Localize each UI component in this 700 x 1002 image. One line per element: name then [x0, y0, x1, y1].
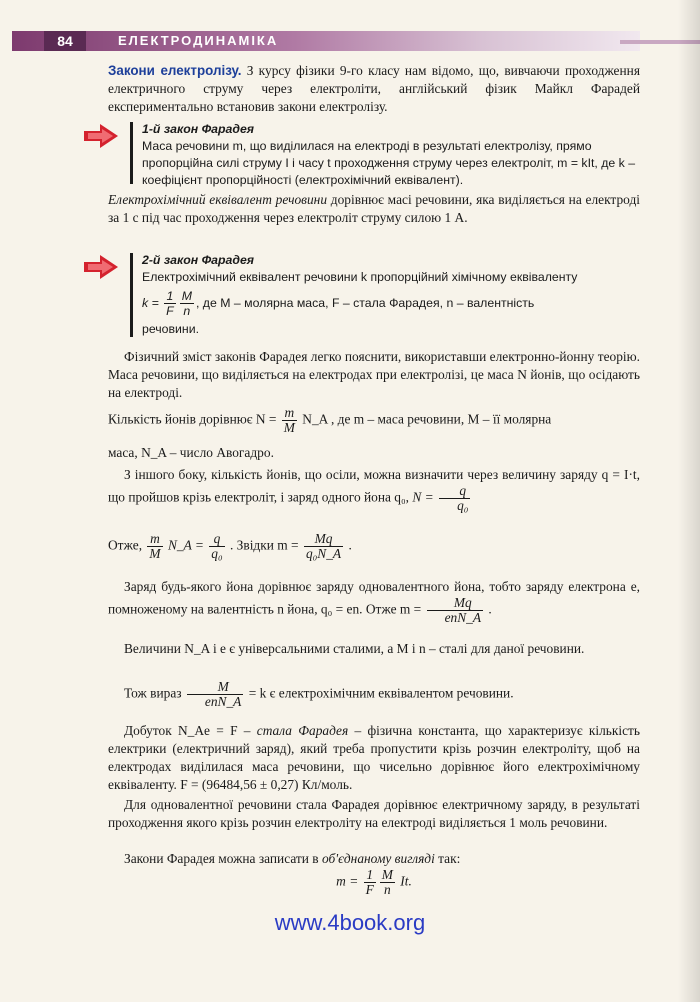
- law2-formula-suffix: , де M – молярна маса, F – стала Фарадея, n – валентність: [195, 295, 535, 310]
- fraction-numerator: M: [187, 680, 243, 695]
- fraction-numerator: 1: [364, 868, 376, 883]
- para2-formula: N =: [412, 489, 434, 505]
- paragraph-expression: [108, 680, 640, 709]
- fraction-denominator: enN_A: [444, 610, 482, 625]
- law2-bar: [130, 253, 133, 337]
- final-fraction-2: [380, 868, 395, 897]
- fraction-numerator: M: [381, 867, 393, 882]
- law2-formula-prefix: k =: [142, 295, 159, 310]
- equivalent-paragraph: [108, 191, 640, 227]
- watermark-link[interactable]: www.4book.org: [274, 910, 426, 935]
- law1-arrow-icon: [82, 122, 122, 150]
- intro-text: З курсу фізики 9-го класу нам відомо, що, вивчаючи проходження електричного струму через електроліти, англійський фізик Майкл Фарадей експериментально встановив закони електролізу.: [108, 63, 640, 114]
- para1-count-suffix: N_A , де m – маса речовини, M – її молярна: [302, 411, 552, 427]
- para1-text: Фізичний зміст законів Фарадея легко пояснити, використавши електронно-йонну теорію. Маса речовини, що виділяється на електродах при електролізі, це маса N йонів, що осідають на електроді.: [108, 349, 640, 400]
- para7-term: стала Фарадея: [250, 723, 349, 738]
- final-formula-suffix: It.: [400, 873, 412, 889]
- fraction-denominator: q₀: [457, 498, 469, 513]
- para9-text: Закони Фарадея можна записати в: [124, 851, 322, 866]
- paragraph-therefore: [108, 532, 640, 561]
- fraction-denominator: M: [149, 546, 161, 561]
- law1-text: Маса речовини m, що виділилася на електроді в результаті електролізу, прямо пропорційна силі струму I і часу t проходження струму через електроліт, m = kIt, де k – коефіцієнт пропорційності (електрохімічний еквівалент).: [142, 139, 636, 187]
- law1-box: [142, 121, 642, 189]
- equivalent-term: Електрохімічний еквівалент речовини: [108, 192, 328, 207]
- paragraph-ion-charge: [108, 578, 640, 625]
- paragraph-constants: [108, 640, 640, 658]
- para1-count-prefix: Кількість йонів дорівнює N =: [108, 411, 277, 427]
- intro-heading: Закони електролізу.: [108, 63, 242, 78]
- fraction-denominator: F: [166, 304, 174, 318]
- para3-fraction-1: [147, 532, 162, 561]
- paragraph-physical-meaning: [108, 348, 640, 402]
- para2-text: З іншого боку, кількість йонів, що осіли, можна визначити через величину заряду q = I·t, що пройшов крізь електроліт, і заряд одного йона q₀,: [108, 467, 640, 505]
- law1-title: 1-й закон Фарадея: [142, 122, 255, 136]
- fraction-denominator: n: [384, 882, 391, 897]
- law2-box: [142, 252, 642, 338]
- para1-fraction: [282, 406, 297, 435]
- paragraph-avogadro: [108, 444, 640, 462]
- para3-fraction-2: [209, 532, 224, 561]
- para4-text: Заряд будь-якого йона дорівнює заряду одновалентного йона, тобто заряду електрона e, помноженому на валентність n йона, q₀ = en. Отже m =: [108, 579, 640, 617]
- fraction-numerator: M: [181, 289, 192, 303]
- para3-fraction-3: [304, 532, 343, 561]
- para7-text: – фізична константа, що характеризує кількість електрики (електричний заряд), який треба пропустити крізь розчин електроліту, щоб на електродах виділилася маса речовини, що чисельно дорівнює його електрохімічному еквіваленту. F = (96484,56 ± 0,27) Кл/моль.: [108, 723, 640, 792]
- para6-fraction: [187, 680, 243, 709]
- para7-lead: Добуток N_Ae = F –: [124, 723, 251, 738]
- fraction-numerator: m: [147, 532, 162, 547]
- fraction-denominator: enN_A: [204, 694, 242, 709]
- para2-fraction: [439, 484, 470, 513]
- fraction-denominator: q₀N_A: [305, 546, 342, 561]
- para3-mid2: . Звідки m =: [229, 537, 299, 553]
- fraction-denominator: q₀: [211, 546, 223, 561]
- fraction-denominator: n: [183, 304, 191, 318]
- para9-end: так:: [434, 851, 461, 866]
- fraction-numerator: Mq: [304, 532, 343, 547]
- fraction-numerator: q: [439, 484, 470, 499]
- page-number: 84: [44, 31, 86, 51]
- para3-end: .: [348, 537, 352, 553]
- section-title: ЕЛЕКТРОДИНАМІКА: [118, 33, 279, 48]
- para4-fraction: [427, 596, 483, 625]
- fraction-numerator: 1: [164, 289, 176, 304]
- paragraph-ion-count: [108, 406, 640, 435]
- para6-suffix: = k є електрохімічним еквівалентом речовини.: [248, 685, 514, 701]
- law2-fraction-2: [180, 289, 194, 318]
- fraction-denominator: M: [283, 420, 295, 435]
- law2-fraction-1: [164, 289, 176, 318]
- paragraph-charge: [108, 466, 640, 513]
- equivalent-text: дорівнює масі речовини, яка виділяється на електроді за 1 с під час проходження через електроліт струму силою 1 А.: [108, 192, 640, 225]
- final-formula: [108, 868, 640, 897]
- fraction-denominator: F: [365, 882, 374, 897]
- header-rule: [620, 40, 700, 44]
- law1-bar: [130, 122, 133, 184]
- para6-prefix: Тож вираз: [124, 685, 182, 701]
- para9-term: об'єднаному вигляді: [321, 851, 435, 866]
- final-formula-prefix: m =: [336, 873, 359, 889]
- fraction-numerator: m: [282, 406, 297, 421]
- fraction-numerator: q: [209, 532, 224, 547]
- para1-line-end: маса, N_A – число Авогадро.: [108, 445, 274, 460]
- paragraph-combined: [108, 850, 640, 868]
- final-fraction-1: [364, 868, 376, 897]
- law2-line3: речовини.: [142, 322, 199, 336]
- law2-title: 2-й закон Фарадея: [142, 253, 255, 267]
- paragraph-monovalent: [108, 796, 640, 832]
- para8-text: Для одновалентної речовини стала Фарадея дорівнює електричному заряду, в результаті проходження якого крізь розчин електроліту на електроді виділяється 1 моль речовини.: [108, 797, 640, 830]
- intro-paragraph: [108, 62, 640, 116]
- para3-prefix: Отже,: [108, 537, 143, 553]
- para5-text: Величини N_A і e є універсальними сталими, а M і n – сталі для даної речовини.: [124, 641, 585, 656]
- law2-arrow-icon: [82, 253, 122, 281]
- law2-line1: Електрохімічний еквівалент речовини k пропорційний хімічному еквіваленту: [142, 270, 578, 284]
- header-band: [12, 31, 640, 51]
- law2-formula-line: [142, 289, 642, 318]
- fraction-numerator: Mq: [427, 596, 483, 611]
- para3-mid1: N_A =: [167, 537, 204, 553]
- paragraph-faraday-constant: [108, 722, 640, 794]
- para4-end: .: [488, 601, 492, 617]
